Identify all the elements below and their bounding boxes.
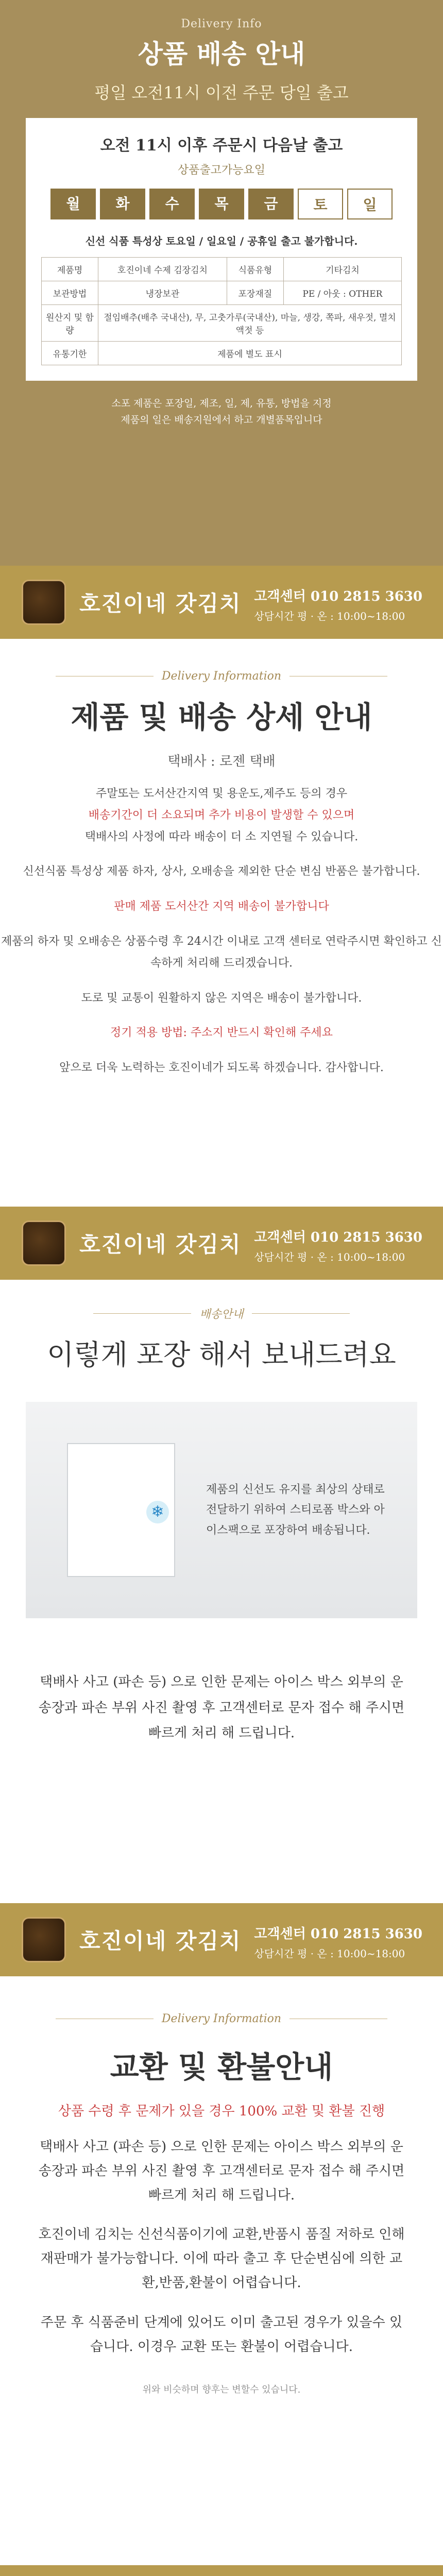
exchange-p3: 주문 후 식품준비 단계에 있어도 이미 출고된 경우가 있을수 있습니다. 이경우 교환 또는 환불이 어렵습니다. (40, 2314, 403, 2354)
contact-info (254, 1924, 422, 1962)
hours: 상담시간 평 · 온 : 10:00~18:00 (254, 1250, 405, 1263)
detail-p4: 제품의 하자 및 오배송은 상품수령 후 24시간 이내로 고객 센터로 연락주시면 확인하고 신속하게 처리해 드리겠습니다. (1, 935, 442, 970)
table-cell: 호진이네 수제 김장김치 (98, 258, 227, 281)
day-tue: 화 (100, 189, 145, 219)
delivery-title: 상품 배송 안내 (138, 39, 305, 69)
delivery-subtitle: 평일 오전11시 이전 주문 당일 출고 (94, 83, 349, 103)
exchange-lead: 상품 수령 후 문제가 있을 경우 100% 교환 및 환불 진행 (58, 2104, 385, 2119)
exchange-small: 위와 비슷하며 향후는 변할수 있습니다. (142, 2384, 301, 2396)
footer-line: 소포 제품은 포장일, 제조, 일, 제, 유통, 방법을 지정 (111, 398, 332, 409)
kimchi-jar-image (22, 580, 66, 625)
table-cell: 식품유형 (227, 258, 283, 281)
ship-days (41, 189, 402, 219)
day-mon: 월 (50, 189, 96, 219)
detail-title: 제품 및 배송 상세 안내 (71, 700, 372, 735)
courier: 택배사 : 로젠 택배 (167, 754, 276, 769)
table-cell: 절임배추(배추 국내산), 무, 고춧가루(국내산), 마늘, 생강, 쪽파, 새우젓, 멸치액젓 등 (98, 305, 402, 342)
card-subheading: 상품출고가능요일 (177, 164, 266, 177)
table-cell: 제품에 별도 표시 (98, 342, 402, 365)
packing-section (0, 1280, 443, 1903)
detail-p3: 판매 제품 도서산간 지역 배송이 불가합니다 (114, 900, 329, 913)
brand-name: 호진이네 갓김치 (79, 1232, 242, 1257)
delivery-eng-label: Delivery Info (181, 18, 262, 30)
table-row (42, 258, 402, 281)
packing-desc: 택배사 사고 (파손 등) 으로 인한 문제는 아이스 박스 외부의 운송장과 파손 부위 사진 촬영 후 고객센터로 문자 접수 해 주시면 빠르게 처리 해 드립니다. (38, 1674, 405, 1741)
day-wed: 수 (149, 189, 195, 219)
packing-box-text: 제품의 신선도 유지를 최상의 상태로 전달하기 위하여 스티로폼 박스와 아이스팩으로 포장하여 배송됩니다. (206, 1483, 385, 1537)
day-thu: 목 (199, 189, 244, 219)
delivery-info-section (0, 0, 443, 566)
exchange-title: 교환 및 환불안내 (110, 2049, 333, 2084)
delivery-footer (0, 395, 443, 429)
detail-eng-label: Delivery Information (0, 670, 443, 683)
table-cell: 제품명 (42, 258, 98, 281)
brand-banner (0, 1207, 443, 1280)
table-cell: 유통기한 (42, 342, 98, 365)
brand-banner (0, 566, 443, 639)
detail-p5: 도로 및 교통이 원활하지 않은 지역은 배송이 불가합니다. (81, 991, 362, 1005)
contact-info (254, 586, 422, 624)
table-row (42, 342, 402, 365)
icebox-image (67, 1443, 175, 1577)
brand-banner (0, 1903, 443, 1976)
hours: 상담시간 평 · 온 : 10:00~18:00 (254, 1947, 405, 1960)
text-red: 배송기간이 더 소요되며 추가 비용이 발생할 수 있으며 (88, 808, 355, 822)
packing-title: 이렇게 포장 해서 보내드려요 (47, 1338, 396, 1371)
text: 주말또는 도서산간지역 및 용운도,제주도 등의 경우 (95, 787, 348, 800)
kimchi-jar-image (22, 1221, 66, 1266)
brand-name: 호진이네 갓김치 (79, 591, 242, 616)
kimchi-jar-image (22, 1917, 66, 1962)
card-heading: 오전 11시 이후 주문시 다음날 출고 (100, 137, 343, 155)
exchange-p1: 택배사 사고 (파손 등) 으로 인한 문제는 아이스 박스 외부의 운송장과 파손 부위 사진 촬영 후 고객센터로 문자 접수 해 주시면 빠르게 처리 해 드립니다. (38, 2139, 405, 2203)
detail-p7: 앞으로 더욱 노력하는 호진이네가 되도록 하겠습니다. 감사합니다. (59, 1061, 384, 1075)
detail-p1 (0, 783, 443, 848)
packing-illustration (26, 1402, 417, 1618)
day-sat: 토 (298, 189, 343, 219)
exchange-section (0, 1976, 443, 2565)
day-sun: 일 (347, 189, 393, 219)
footer-line: 제품의 일은 배송지원에서 하고 개별품목입니다 (121, 414, 322, 426)
delivery-card (26, 118, 417, 381)
product-info-table (41, 257, 402, 365)
ship-notice: 신선 식품 특성상 토요일 / 일요일 / 공휴일 출고 불가합니다. (85, 235, 358, 247)
brand-name: 호진이네 갓김치 (79, 1928, 242, 1954)
phone: 고객센터 010 2815 3630 (254, 1926, 422, 1942)
table-cell: 보관방법 (42, 281, 98, 305)
phone: 고객센터 010 2815 3630 (254, 1230, 422, 1245)
table-cell: 냉장보관 (98, 281, 227, 305)
delivery-detail-section (0, 639, 443, 1207)
hours: 상담시간 평 · 온 : 10:00~18:00 (254, 609, 405, 622)
table-row (42, 305, 402, 342)
day-fri: 금 (248, 189, 294, 219)
exchange-eng-label: Delivery Information (36, 2012, 407, 2025)
phone: 고객센터 010 2815 3630 (254, 589, 422, 604)
packing-eng-label: 배송안내 (0, 1306, 443, 1321)
brand-banner (0, 2565, 443, 2576)
contact-info (254, 1227, 422, 1265)
text: 택배사의 사정에 따라 배송이 더 소 지연될 수 있습니다. (84, 830, 359, 843)
table-row (42, 281, 402, 305)
detail-p2: 신선식품 특성상 제품 하자, 상사, 오배송을 제외한 단순 변심 반품은 불가합니다. (23, 865, 420, 878)
table-cell: 원산지 및 함량 (42, 305, 98, 342)
table-cell: PE / 아웃 : OTHER (283, 281, 401, 305)
table-cell: 포장재질 (227, 281, 283, 305)
exchange-p2: 호진이네 김치는 신선식품이기에 교환,반품시 품질 저하로 인해 재판매가 불가능합니다. 이에 따라 출고 후 단순변심에 의한 교환,반품,환불이 어렵습니다. (38, 2227, 405, 2291)
table-cell: 기타김치 (283, 258, 401, 281)
detail-p6: 정기 적용 방법: 주소지 반드시 확인해 주세요 (110, 1026, 333, 1040)
snowflake-icon: ❄ (146, 1501, 169, 1523)
